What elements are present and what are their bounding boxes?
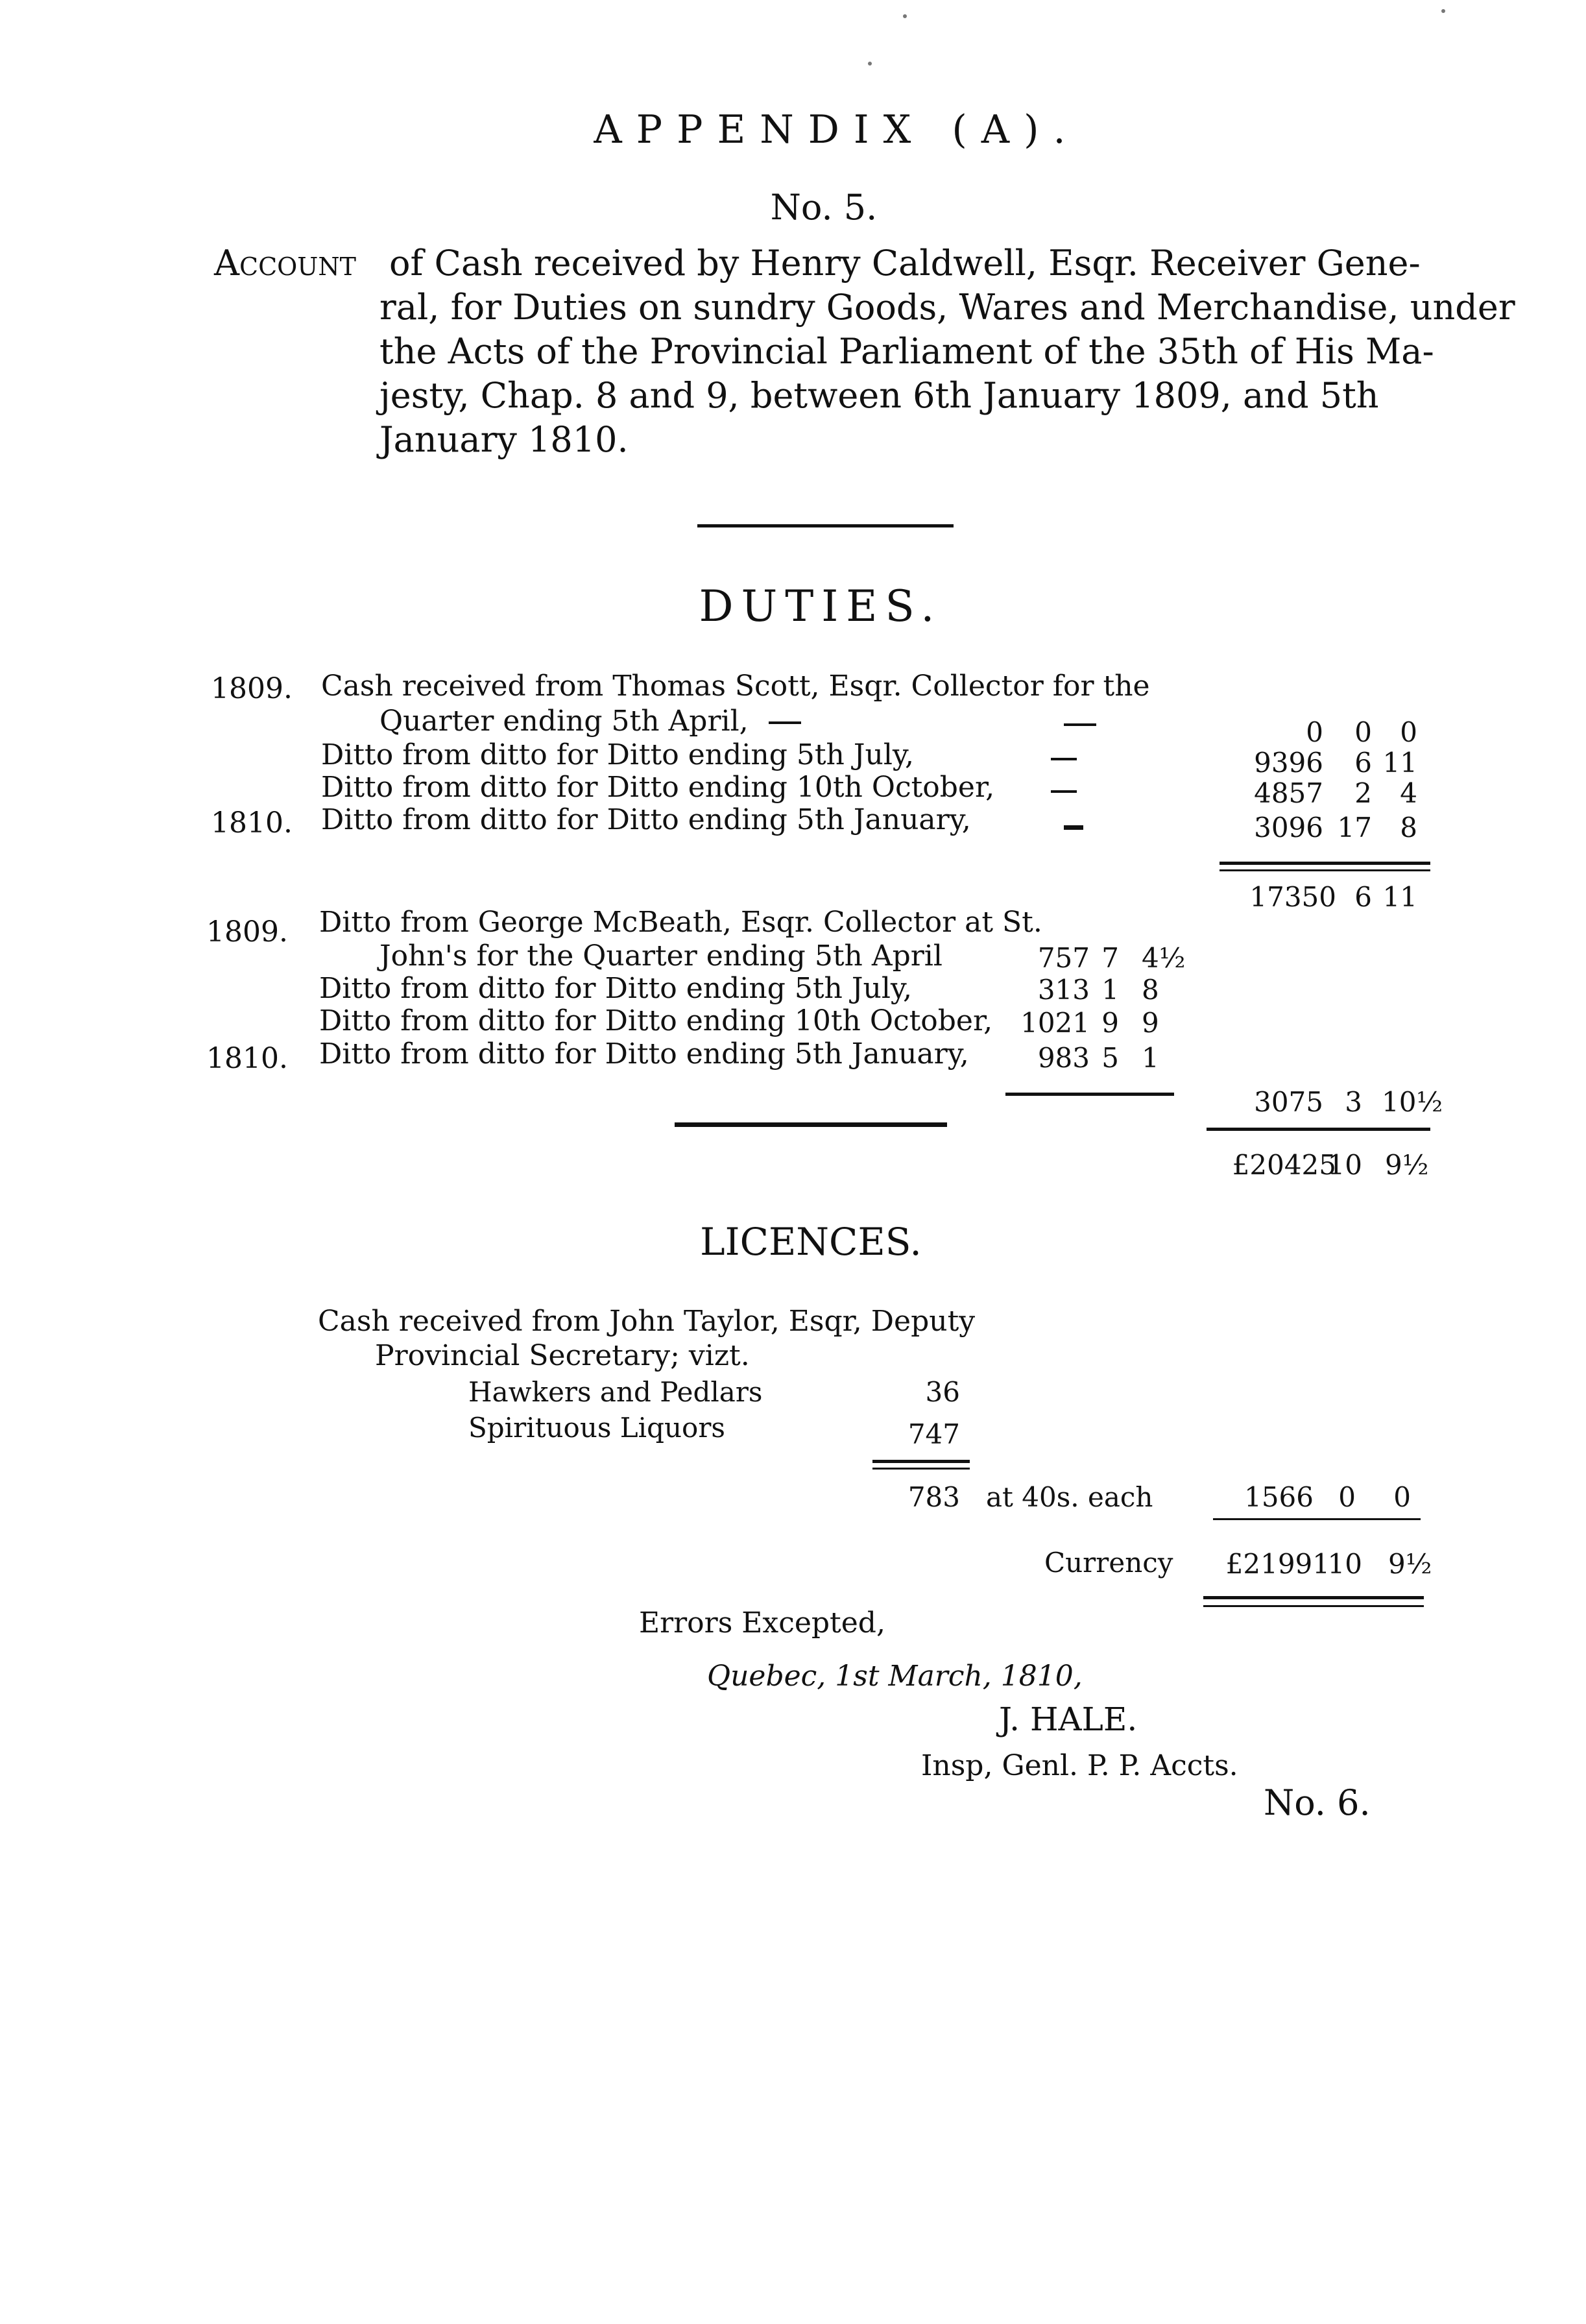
entry-text: Quarter ending 5th April, bbox=[379, 705, 749, 738]
amount-shillings: 5 bbox=[1101, 1042, 1119, 1074]
year-label: 1809. bbox=[211, 672, 293, 705]
amount-pence: 8 bbox=[1142, 974, 1159, 1006]
sum-rule bbox=[1005, 1093, 1174, 1096]
sum-rule bbox=[872, 1460, 970, 1463]
licence-amount-shillings: 0 bbox=[1338, 1481, 1356, 1513]
duties-heading: DUTIES. bbox=[699, 581, 943, 631]
errors-excepted: Errors Excepted, bbox=[639, 1606, 885, 1640]
amount-pounds: 1021 bbox=[1020, 1007, 1090, 1039]
signer-title: Insp, Genl. P. P. Accts. bbox=[921, 1749, 1238, 1782]
subtotal-pence: 10½ bbox=[1382, 1086, 1443, 1118]
entry-text: Ditto from ditto for Ditto ending 10th October, bbox=[319, 1004, 993, 1037]
subtotal-shillings: 3 bbox=[1345, 1086, 1362, 1118]
entry-text: Ditto from ditto for Ditto ending 5th January, bbox=[319, 1037, 969, 1071]
currency-total-pounds: £21991 bbox=[1225, 1548, 1330, 1580]
year-label: 1810. bbox=[211, 806, 293, 840]
licence-rate: at 40s. each bbox=[986, 1481, 1153, 1513]
sum-rule bbox=[872, 1468, 970, 1470]
signer-name: J. HALE. bbox=[999, 1701, 1138, 1738]
amount-shillings: 9 bbox=[1101, 1007, 1119, 1039]
dash-mark bbox=[1064, 825, 1083, 830]
licence-item-count: 747 bbox=[907, 1418, 960, 1450]
amount-pounds: 757 bbox=[1037, 942, 1090, 974]
page-speck bbox=[868, 62, 872, 66]
account-lead: Account bbox=[214, 243, 356, 284]
section-divider bbox=[675, 1122, 947, 1127]
amount-shillings: 17 bbox=[1337, 812, 1372, 843]
account-line: the Acts of the Provincial Parliament of the 35th of His Ma- bbox=[379, 331, 1434, 372]
licence-item-label: Hawkers and Pedlars bbox=[468, 1376, 763, 1408]
amount-pence: 11 bbox=[1382, 747, 1417, 779]
amount-pence: 9 bbox=[1142, 1007, 1159, 1039]
year-label: 1810. bbox=[206, 1042, 288, 1075]
sum-rule bbox=[1220, 869, 1430, 871]
section-divider bbox=[697, 524, 954, 527]
entry-text: Cash received from Thomas Scott, Esqr. Collector for the bbox=[321, 670, 1150, 703]
place-and-date: Quebec, 1st March, 1810, bbox=[707, 1660, 1083, 1693]
amount-pence: 8 bbox=[1400, 812, 1417, 843]
subtotal-pounds: 3075 bbox=[1254, 1086, 1323, 1118]
grand-total-pounds: £20425 bbox=[1232, 1149, 1336, 1181]
subtotal-pence: 11 bbox=[1382, 881, 1417, 913]
amount-pounds: 0 bbox=[1306, 716, 1323, 748]
sum-rule bbox=[1220, 862, 1430, 865]
grand-total-pence: 9½ bbox=[1385, 1149, 1429, 1181]
sum-rule bbox=[1213, 1518, 1421, 1520]
amount-shillings: 7 bbox=[1101, 942, 1119, 974]
entry-text: Ditto from ditto for Ditto ending 5th July, bbox=[319, 972, 912, 1005]
account-line: January 1810. bbox=[379, 419, 629, 460]
sum-rule bbox=[1207, 1128, 1430, 1131]
amount-shillings: 2 bbox=[1354, 777, 1372, 809]
amount-pence: 4½ bbox=[1142, 942, 1186, 974]
currency-total-shillings: 10 bbox=[1327, 1548, 1362, 1580]
amount-pence: 0 bbox=[1400, 716, 1417, 748]
amount-pence: 1 bbox=[1142, 1042, 1159, 1074]
entry-text: John's for the Quarter ending 5th April bbox=[379, 939, 943, 973]
amount-pounds: 313 bbox=[1037, 974, 1090, 1006]
currency-total-pence: 9½ bbox=[1388, 1548, 1432, 1580]
year-label: 1809. bbox=[206, 915, 288, 949]
currency-label: Currency bbox=[1044, 1547, 1173, 1579]
subtotal-pounds: 17350 bbox=[1249, 881, 1336, 913]
licence-item-label: Spirituous Liquors bbox=[468, 1412, 725, 1444]
licence-text: Cash received from John Taylor, Esqr, Deputy bbox=[318, 1305, 976, 1338]
licence-item-count: 36 bbox=[925, 1376, 960, 1408]
dash-mark bbox=[1051, 758, 1077, 760]
amount-pounds: 983 bbox=[1037, 1042, 1090, 1074]
entry-text: Ditto from ditto for Ditto ending 5th July, bbox=[321, 738, 914, 771]
sum-rule bbox=[1203, 1605, 1424, 1607]
next-number: No. 6. bbox=[1264, 1782, 1371, 1823]
account-line: of Cash received by Henry Caldwell, Esqr. Receiver Gene- bbox=[389, 243, 1421, 284]
dash-mark bbox=[1064, 723, 1096, 726]
sum-rule bbox=[1203, 1596, 1424, 1599]
licence-text: Provincial Secretary; vizt. bbox=[375, 1339, 750, 1372]
entry-text: Ditto from ditto for Ditto ending 5th January, bbox=[321, 803, 971, 836]
amount-shillings: 0 bbox=[1354, 716, 1372, 748]
account-line: ral, for Duties on sundry Goods, Wares and Merchandise, under bbox=[379, 287, 1515, 328]
amount-pounds: 9396 bbox=[1254, 747, 1323, 779]
page-speck bbox=[903, 14, 907, 18]
amount-pence: 4 bbox=[1400, 777, 1417, 809]
licence-amount-pence: 0 bbox=[1393, 1481, 1411, 1513]
document-number: No. 5. bbox=[770, 187, 878, 228]
dash-mark bbox=[769, 721, 801, 724]
amount-pounds: 4857 bbox=[1254, 777, 1323, 809]
appendix-title: APPENDIX (A). bbox=[594, 107, 1080, 152]
licences-heading: LICENCES. bbox=[700, 1220, 922, 1264]
entry-text: Ditto from ditto for Ditto ending 10th October, bbox=[321, 771, 995, 804]
account-line: jesty, Chap. 8 and 9, between 6th January 1809, and 5th bbox=[379, 375, 1379, 416]
entry-text: Ditto from George McBeath, Esqr. Collector at St. bbox=[319, 906, 1042, 939]
page-speck bbox=[1441, 9, 1445, 13]
dash-mark bbox=[1051, 790, 1077, 793]
grand-total-shillings: 10 bbox=[1327, 1149, 1362, 1181]
licence-amount-pounds: 1566 bbox=[1244, 1481, 1314, 1513]
licence-total-count: 783 bbox=[907, 1481, 960, 1513]
amount-pounds: 3096 bbox=[1254, 812, 1323, 843]
subtotal-shillings: 6 bbox=[1354, 881, 1372, 913]
amount-shillings: 1 bbox=[1101, 974, 1119, 1006]
amount-shillings: 6 bbox=[1354, 747, 1372, 779]
